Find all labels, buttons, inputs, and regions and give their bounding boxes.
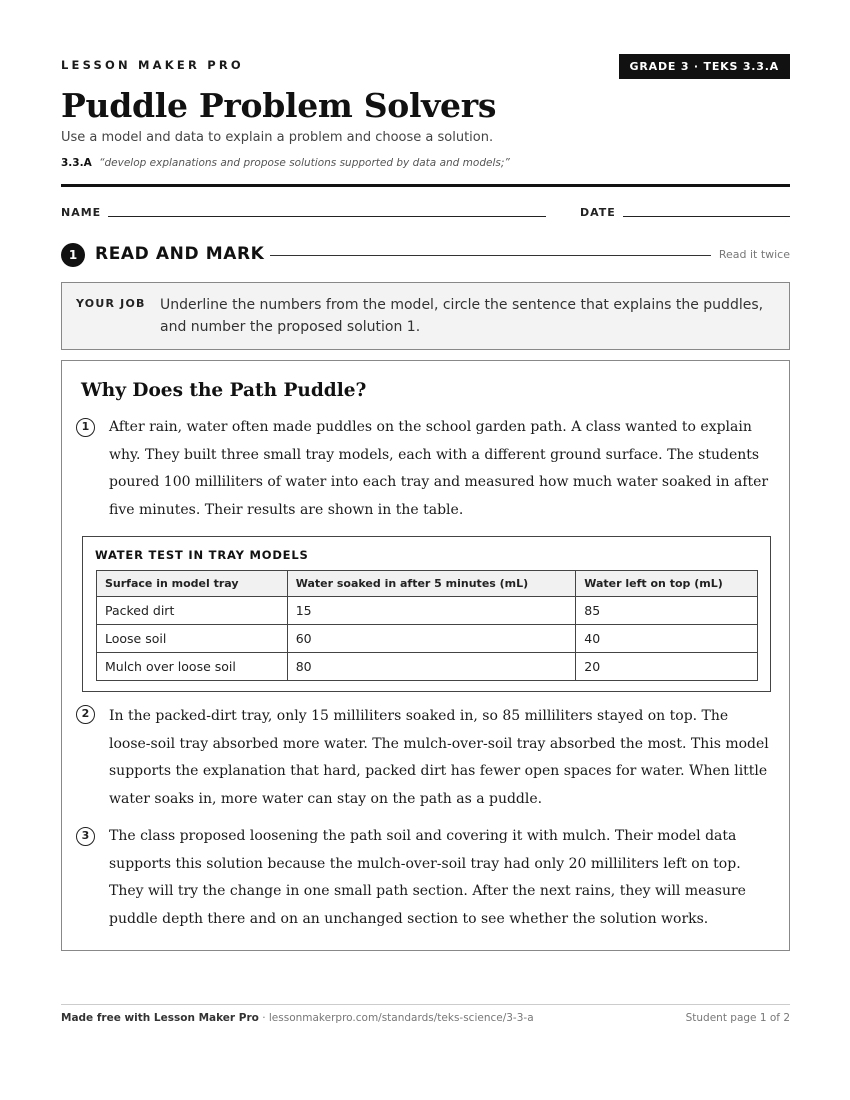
job-text: Underline the numbers from the model, circle the sentence that explains the puddles, and number the proposed solution 1. [160, 297, 764, 335]
standard-line [61, 157, 510, 169]
table-cell: 85 [576, 597, 758, 625]
standard-code: 3.3.A [61, 157, 92, 169]
reading-passage [61, 360, 790, 951]
data-table [96, 570, 758, 681]
footer-divider [61, 1004, 790, 1005]
table-cell: 60 [287, 625, 576, 653]
name-label: NAME [61, 206, 102, 219]
section-note: Read it twice [718, 248, 790, 261]
date-label: DATE [580, 206, 616, 219]
standard-text: “develop explanations and propose solutions supported by data and models;” [99, 157, 510, 169]
worksheet-page [61, 0, 790, 1100]
table-cell: 20 [576, 653, 758, 681]
paragraph-3: The class proposed loosening the path soil and covering it with mulch. Their model data supports this solution because the mulch-over-soil tray had only 20 milliliters left on top. They will try the change in one small path section. After the next rains, they will measure puddle depth there and on an unchanged section to see whether the solution works. [109, 828, 746, 927]
table-cell: 40 [576, 625, 758, 653]
page-title: Puddle Problem Solvers [61, 86, 497, 125]
table-header-row [97, 571, 758, 597]
grade-badge: GRADE 3 · TEKS 3.3.A [619, 54, 790, 79]
date-field[interactable] [623, 216, 790, 217]
table-row [97, 625, 758, 653]
name-field[interactable] [108, 216, 546, 217]
section-title: READ AND MARK [95, 244, 265, 264]
section-number: 1 [61, 243, 85, 267]
table-cell: Packed dirt [97, 597, 288, 625]
table-cell: Loose soil [97, 625, 288, 653]
paragraph-number: 2 [76, 705, 95, 724]
paragraph-1: After rain, water often made puddles on the school garden path. A class wanted to explain why. They built three small tray models, each with a different ground surface. The students poured 100 milliliters of water into each tray and measured how much water soaked in after five minutes. Their results are shown in the table. [109, 419, 769, 518]
page-indicator: Student page 1 of 2 [685, 1012, 790, 1024]
paragraph-2: In the packed-dirt tray, only 15 milliliters soaked in, so 85 milliliters stayed on top. The loose-soil tray absorbed more water. The mulch-over-soil tray absorbed the most. This model supports the explanation that hard, packed dirt has fewer open spaces for water. When little water soaks in, more water can stay on the path as a puddle. [109, 708, 769, 807]
table-cell: 15 [287, 597, 576, 625]
paragraph-number: 3 [76, 827, 95, 846]
table-row [97, 653, 758, 681]
job-box [61, 282, 790, 350]
section-divider [270, 255, 711, 256]
footer-url[interactable]: · lessonmakerpro.com/standards/teks-science/3-3-a [258, 1012, 534, 1024]
reading-title: Why Does the Path Puddle? [81, 380, 367, 401]
footer-credit [61, 1012, 534, 1024]
table-header-cell: Water left on top (mL) [576, 571, 758, 597]
header-divider [61, 184, 790, 187]
job-label: YOUR JOB [76, 297, 146, 310]
section-header [61, 243, 790, 267]
paragraph-number: 1 [76, 418, 95, 437]
brand-name: LESSON MAKER PRO [61, 58, 244, 72]
table-header-cell: Water soaked in after 5 minutes (mL) [287, 571, 576, 597]
table-cell: Mulch over loose soil [97, 653, 288, 681]
footer-made: Made free with Lesson Maker Pro [61, 1012, 259, 1024]
table-cell: 80 [287, 653, 576, 681]
table-caption: WATER TEST IN TRAY MODELS [95, 548, 309, 562]
table-row [97, 597, 758, 625]
table-header-cell: Surface in model tray [97, 571, 288, 597]
data-table-box [82, 536, 771, 692]
page-subtitle: Use a model and data to explain a problem and choose a solution. [61, 130, 494, 145]
